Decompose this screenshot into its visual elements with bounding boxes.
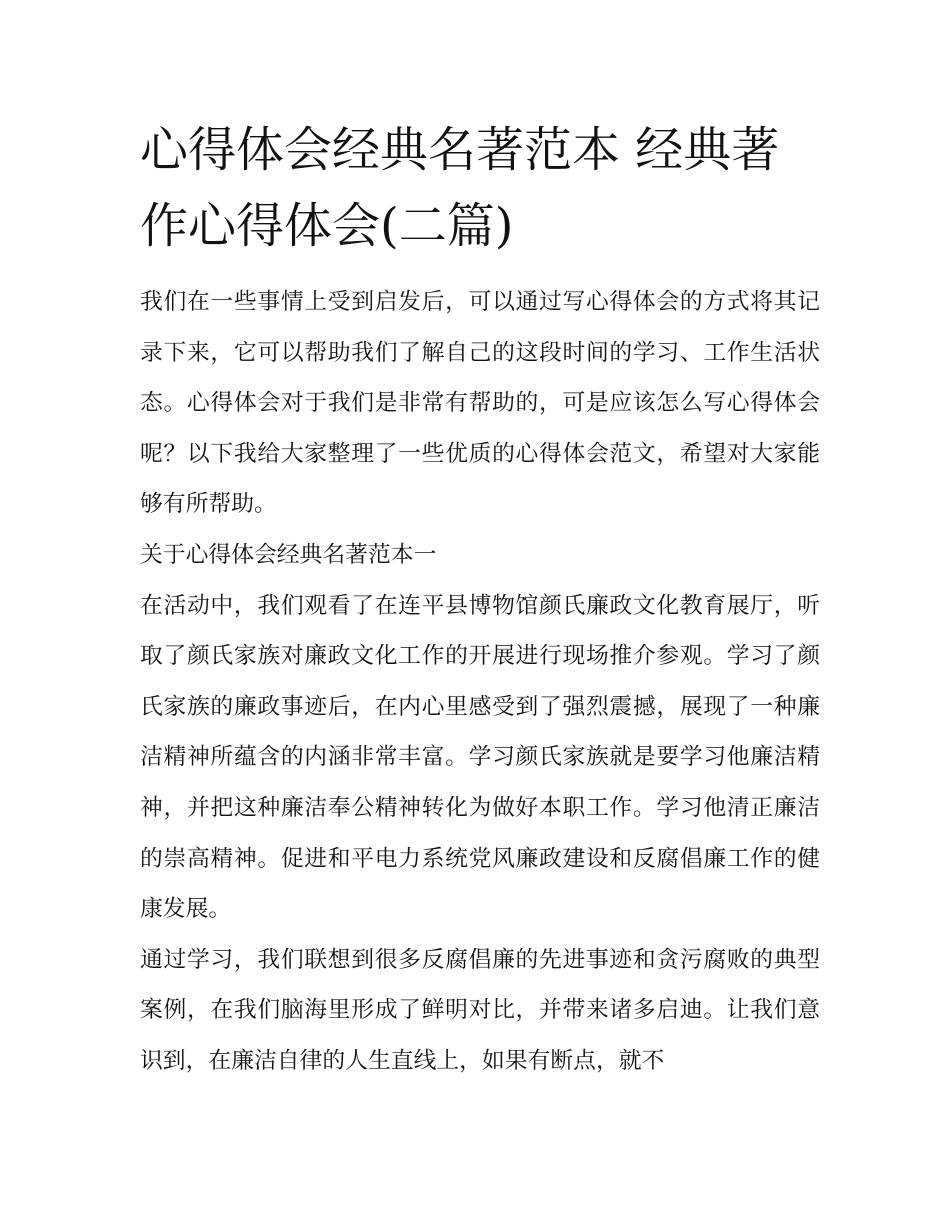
- document-title: 心得体会经典名著范本 经典著作心得体会(二篇): [140, 122, 780, 254]
- section-heading: 关于心得体会经典名著范本一: [140, 541, 437, 568]
- intro-paragraph: 我们在一些事情上受到启发后，可以通过写心得体会的方式将其记录下来，它可以帮助我们了解自己的这段时间的学习、工作生活状态。心得体会对于我们是非常有帮助的，可是应该怎么写心得体会呢？以下我给大家整理了一些优质的心得体会范文，希望对大家能够有所帮助。: [140, 289, 820, 518]
- document-body: [140, 277, 820, 1087]
- body-paragraph: 在活动中，我们观看了在连平县博物馆颜氏廉政文化教育展厅，听取了颜氏家族对廉政文化工作的开展进行现场推介参观。学习了颜氏家族的廉政事迹后，在内心里感受到了强烈震撼，展现了一种廉洁精神所蕴含的内涵非常丰富。学习颜氏家族就是要学习他廉洁精神，并把这种廉洁奉公精神转化为做好本职工作。学习他清正廉洁的崇高精神。促进和平电力系统党风廉政建设和反腐倡廉工作的健康发展。: [140, 592, 820, 923]
- body-paragraph: 通过学习，我们联想到很多反腐倡廉的先进事迹和贪污腐败的典型案例，在我们脑海里形成了鲜明对比，并带来诸多启迪。让我们意识到，在廉洁自律的人生直线上，如果有断点，就不: [140, 946, 820, 1074]
